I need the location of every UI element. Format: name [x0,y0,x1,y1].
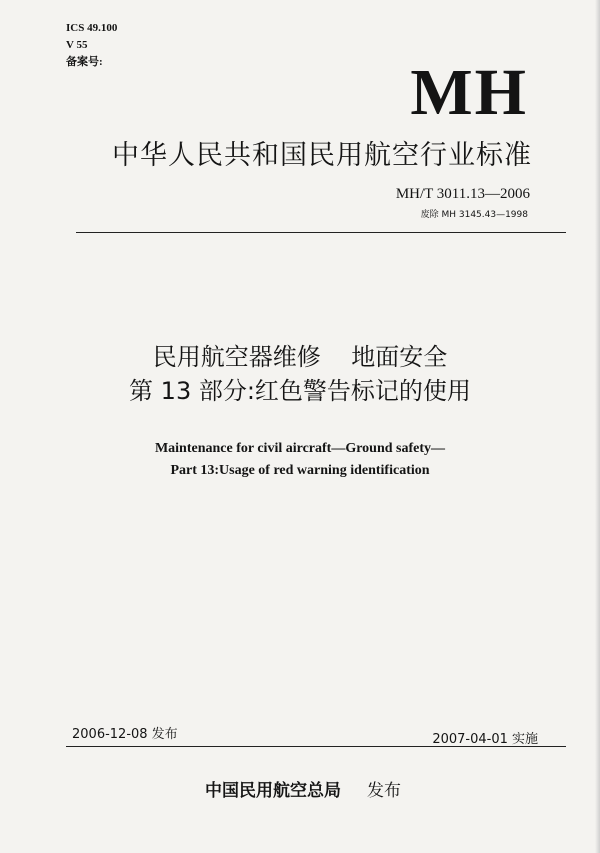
document-title-english [0,438,600,482]
ics-code: ICS 49.100 [66,22,118,34]
top-divider [76,232,566,233]
title-cn-line-2: 第 13 部分:红色警告标记的使用 [129,377,471,405]
issue-date: 2006-12-08 发布 [72,727,178,742]
record-number-label: 备案号: [66,56,103,68]
replaces-note: 废除 MH 3145.43—1998 [420,210,528,220]
standard-number: MH/T 3011.13—2006 [395,186,530,202]
mh-logo: MH [410,56,528,129]
classification-block [66,20,117,71]
standard-title: 中华人民共和国民用航空行业标准 [112,140,532,171]
title-en-line-2: Part 13:Usage of red warning identification [170,463,430,478]
bottom-divider [66,746,566,747]
issuer-name: 中国民用航空总局 [205,781,341,801]
document-title-chinese [0,340,600,408]
scan-edge-shadow [595,0,600,853]
title-cn-line-1: 民用航空器维修 地面安全 [152,343,448,371]
publisher-line [205,776,401,801]
title-en-line-1: Maintenance for civil aircraft—Ground safety— [154,441,446,456]
implementation-date: 2007-04-01 实施 [432,732,538,747]
issuer-action: 发布 [367,781,401,801]
classification-code: V 55 [66,39,88,51]
